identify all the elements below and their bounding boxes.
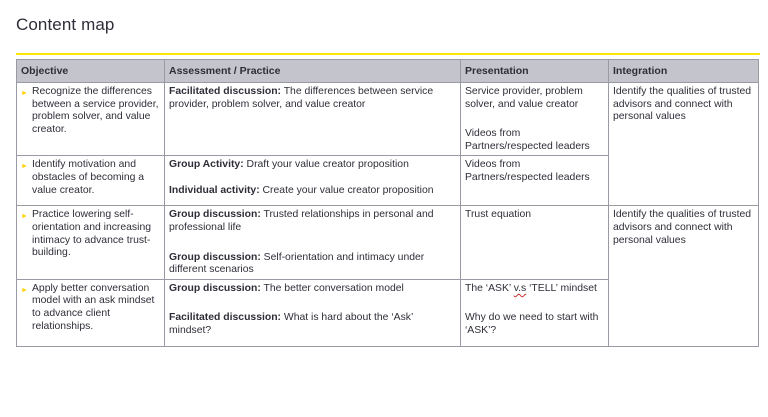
activity-label: Group discussion:	[169, 251, 261, 263]
bullet-triangle-icon: ►	[21, 286, 28, 294]
presentation-item	[465, 283, 604, 296]
presentation-item: Service provider, problem solver, and value creator	[465, 86, 583, 110]
assessment-cell	[165, 206, 461, 279]
objective-text: Recognize the differences between a service provider, problem solver, and value creator.	[32, 86, 159, 135]
objective-text: Practice lowering self-orientation and increasing intimacy to advance trust-building.	[32, 209, 151, 259]
presentation-cell	[461, 156, 609, 206]
table-row	[17, 206, 759, 279]
content-map-table	[16, 59, 759, 347]
page-title: Content map	[16, 15, 115, 34]
activity-label: Group Activity:	[169, 159, 244, 171]
presentation-cell	[461, 279, 609, 346]
activity-text: What is hard about the ‘Ask’ mindset?	[169, 312, 413, 336]
bullet-triangle-icon: ►	[21, 90, 28, 97]
title-divider	[16, 53, 760, 55]
activity-text: The better conversation model	[260, 282, 404, 294]
header-objective: Objective	[17, 60, 165, 83]
table-row	[17, 83, 759, 156]
objective-cell	[17, 83, 165, 156]
presentation-cell	[461, 83, 609, 156]
activity-text: Trusted relationships in personal and professional life	[169, 209, 434, 233]
presentation-item: Trust equation	[465, 209, 532, 221]
presentation-item: Why do we need to start with ‘ASK’?	[465, 312, 599, 336]
objective-text: Identify motivation and obstacles of becoming a value creator.	[32, 159, 145, 196]
activity-text: Self-orientation and intimacy under different scenarios	[169, 251, 425, 276]
integration-cell: Identify the qualities of trusted advisors and connect with personal values	[609, 206, 759, 346]
activity-text: The differences between service provider, problem solver, and value creator	[169, 86, 434, 110]
integration-cell: Identify the qualities of trusted advisors and connect with personal values	[609, 83, 759, 206]
presentation-item: Videos from Partners/respected leaders	[465, 159, 590, 183]
activity-label: Facilitated discussion:	[169, 86, 282, 97]
bullet-triangle-icon: ►	[21, 163, 28, 171]
objective-cell	[17, 156, 165, 206]
presentation-text: ‘TELL’ mindset	[526, 282, 597, 294]
activity-text: Create your value creator proposition	[259, 184, 434, 196]
presentation-item: Videos from Partners/respected leaders	[465, 128, 590, 152]
header-assessment: Assessment / Practice	[165, 60, 461, 83]
assessment-cell	[165, 156, 461, 206]
objective-cell	[17, 206, 165, 279]
header-integration: Integration	[609, 60, 759, 83]
activity-label: Group discussion:	[169, 209, 261, 221]
table-header-row	[17, 60, 759, 83]
objective-text: Apply better conversation model with an ask mindset to advance client relationships.	[32, 282, 155, 332]
activity-label: Facilitated discussion:	[169, 312, 282, 324]
assessment-cell	[165, 83, 461, 156]
objective-cell	[17, 279, 165, 346]
bullet-triangle-icon: ►	[21, 213, 28, 221]
presentation-text: v.s	[513, 282, 527, 294]
header-presentation: Presentation	[461, 60, 609, 83]
activity-text: Draft your value creator proposition	[243, 159, 409, 171]
activity-label: Individual activity:	[169, 184, 260, 196]
activity-label: Group discussion:	[169, 282, 261, 294]
presentation-text: The ‘ASK’	[465, 282, 514, 294]
presentation-cell	[461, 206, 609, 279]
assessment-cell	[165, 279, 461, 346]
